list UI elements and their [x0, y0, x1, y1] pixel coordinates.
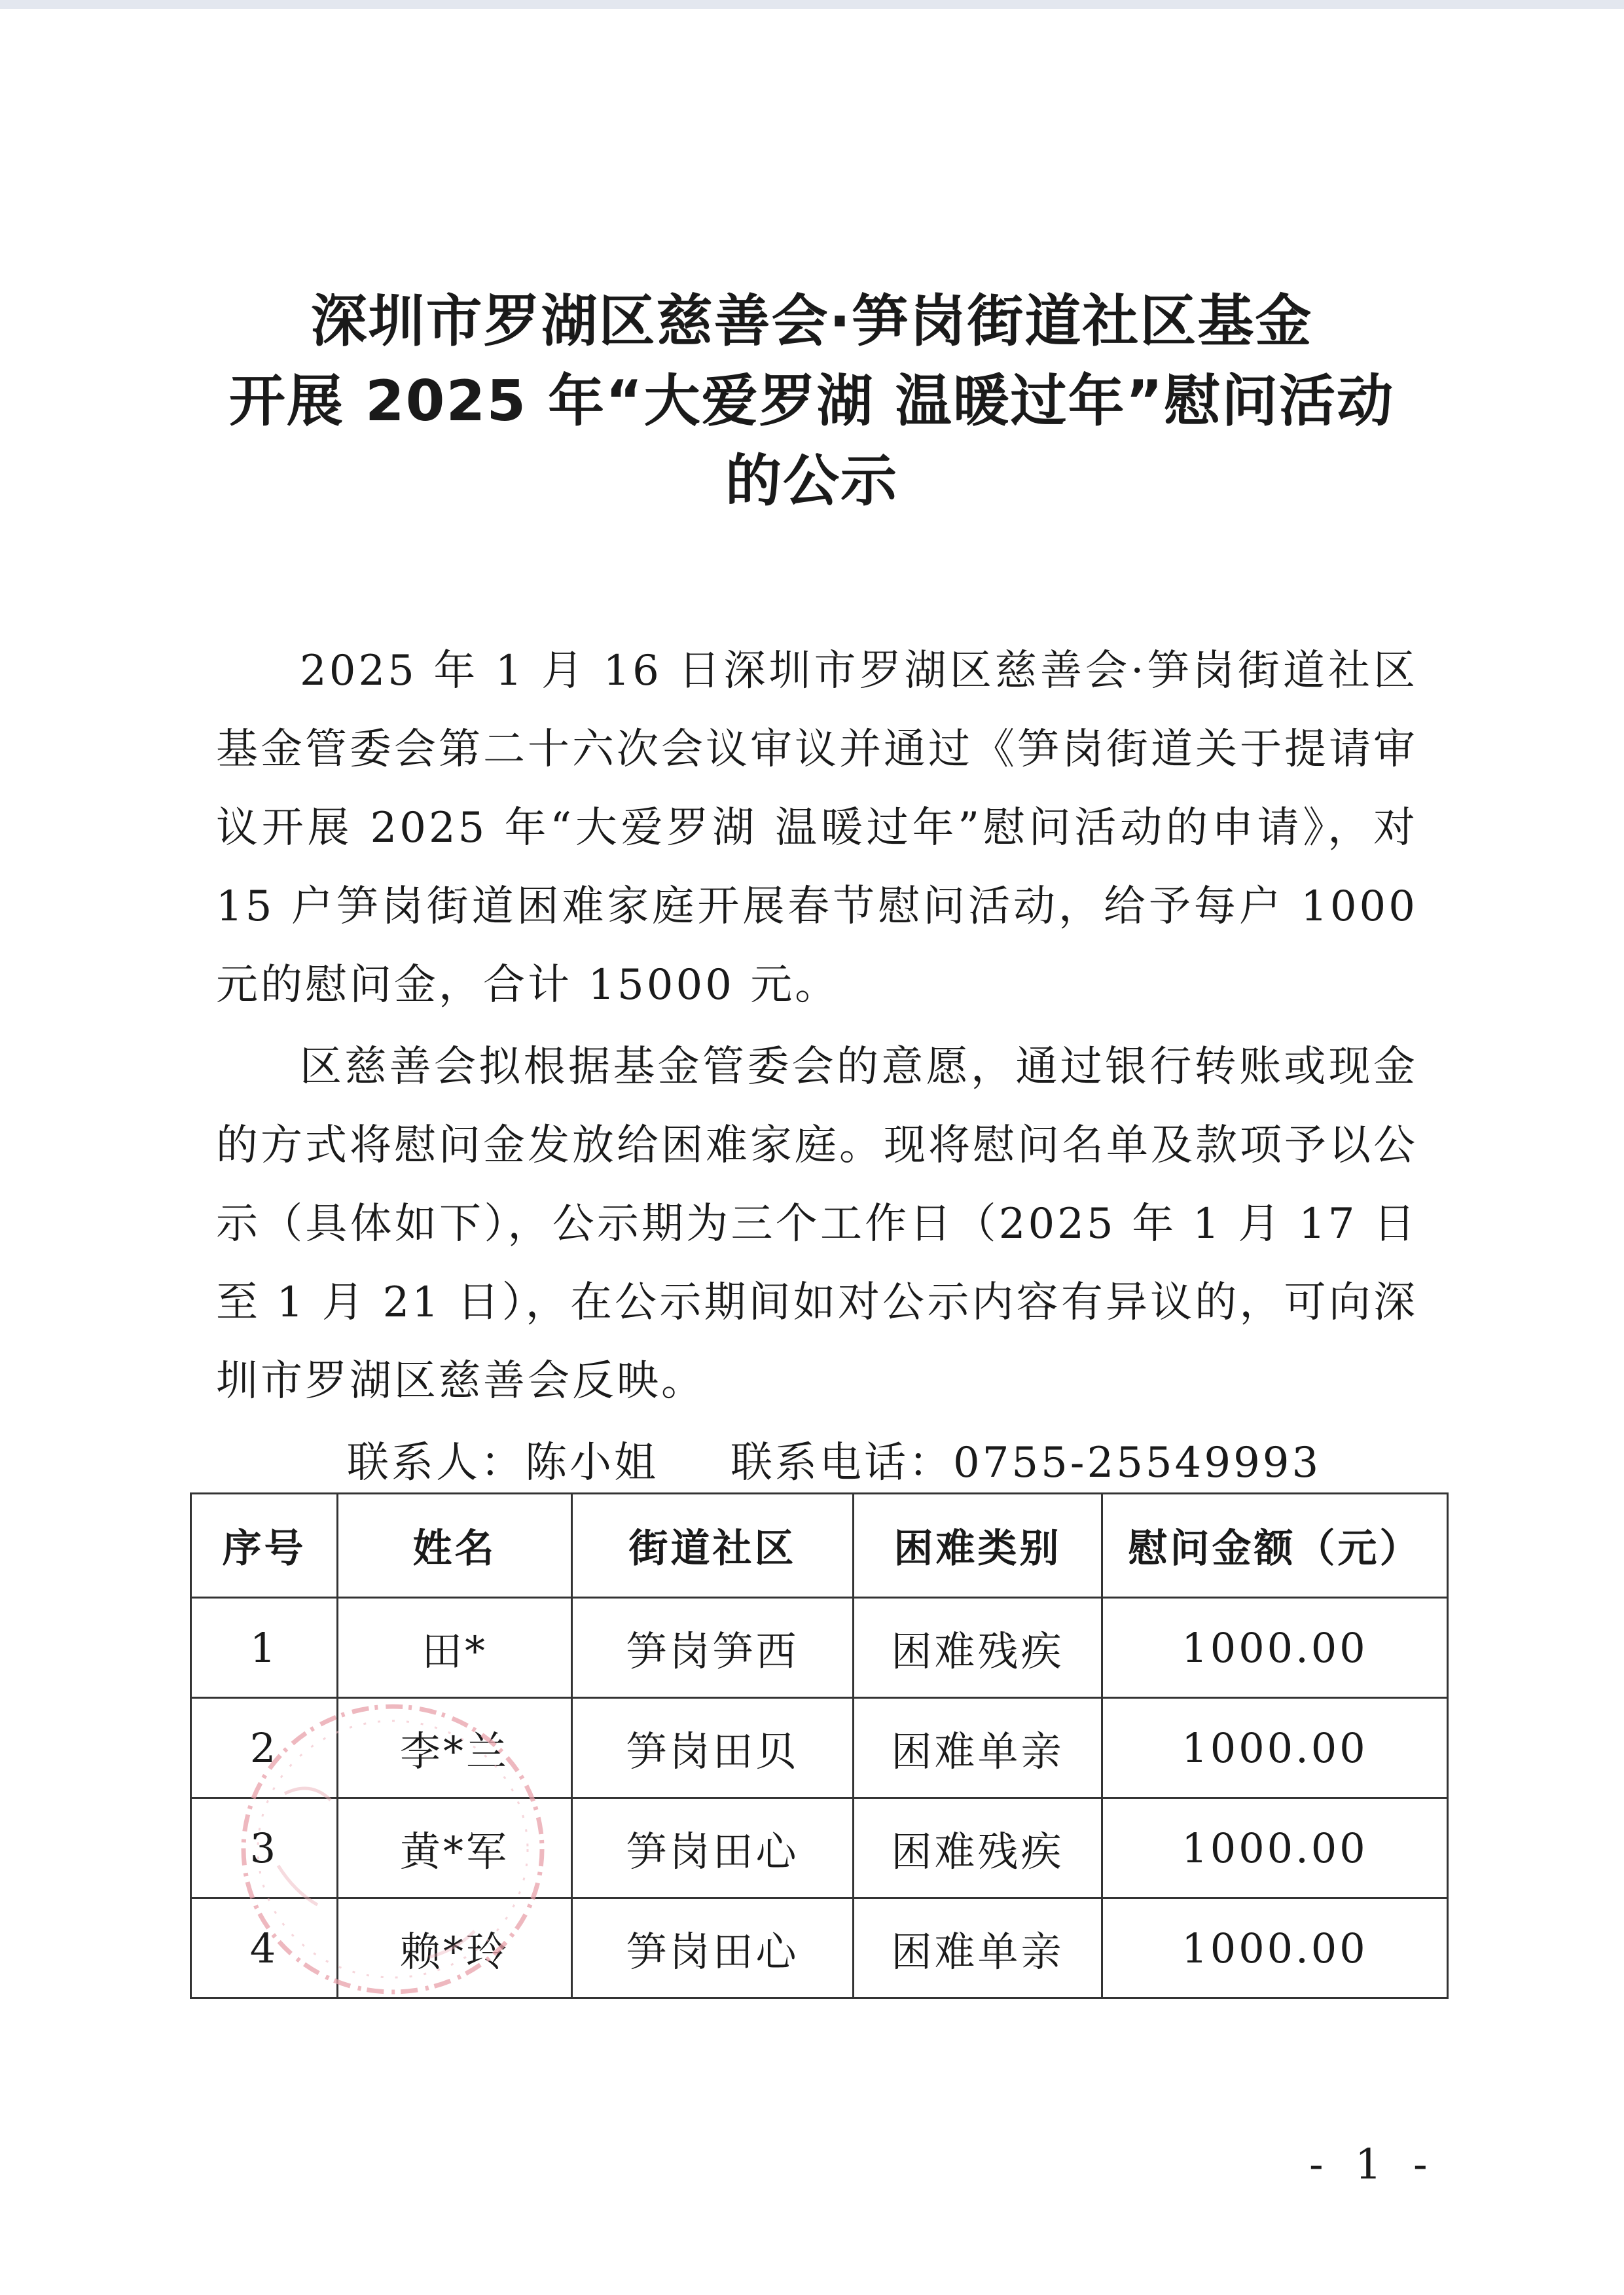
- title-line-2: 开展 2025 年“大爱罗湖 温暖过年”慰问活动: [228, 369, 1395, 434]
- cell-category: 困难残疾: [854, 1798, 1102, 1898]
- header-name: 姓名: [338, 1494, 572, 1598]
- header-community: 街道社区: [572, 1494, 854, 1598]
- table-row: [191, 1798, 1448, 1898]
- header-index: 序号: [191, 1494, 338, 1598]
- title-line-3: 的公示: [725, 448, 898, 514]
- cell-name: 赖*玲: [338, 1898, 572, 1998]
- cell-amount: 1000.00: [1102, 1798, 1448, 1898]
- relief-list-table: [190, 1492, 1449, 1999]
- cell-community: 笋岗田心: [572, 1898, 854, 1998]
- cell-index: 3: [191, 1798, 338, 1898]
- paragraph-meeting-approval: 2025 年 1 月 16 日深圳市罗湖区慈善会·笋岗街道社区基金管委会第二十六次会议审议并通过《笋岗街道关于提请审议开展 2025 年“大爱罗湖 温暖过年”慰问活动的申请》，对 15 户笋岗街道困难家庭开展春节慰问活动，给予每户 1000 元的慰问金，合计 15000 元。: [216, 647, 1418, 1009]
- cell-amount: 1000.00: [1102, 1598, 1448, 1698]
- cell-community: 笋岗田贝: [572, 1698, 854, 1798]
- scan-edge: [0, 0, 1624, 9]
- table-header-row: [191, 1494, 1448, 1598]
- cell-amount: 1000.00: [1102, 1898, 1448, 1998]
- document-title: [131, 281, 1492, 521]
- page-number: - 1 -: [1309, 2141, 1437, 2189]
- cell-name: 田*: [338, 1598, 572, 1698]
- table-row: [191, 1898, 1448, 1998]
- paragraph-publicity-notice: 区慈善会拟根据基金管委会的意愿，通过银行转账或现金的方式将慰问金发放给困难家庭。现将慰问名单及款项予以公示（具体如下），公示期为三个工作日（2025 年 1 月 17 日至 1 月 21 日），在公示期间如对公示内容有异议的，可向深圳市罗湖区慈善会反映。: [216, 1043, 1418, 1405]
- table-row: [191, 1598, 1448, 1698]
- cell-amount: 1000.00: [1102, 1698, 1448, 1798]
- cell-community: 笋岗田心: [572, 1798, 854, 1898]
- contact-line: [347, 1424, 1321, 1502]
- header-category: 困难类别: [854, 1494, 1102, 1598]
- contact-person: 联系人：陈小姐: [347, 1439, 659, 1487]
- cell-community: 笋岗笋西: [572, 1598, 854, 1698]
- cell-category: 困难单亲: [854, 1698, 1102, 1798]
- header-amount: 慰问金额（元）: [1102, 1494, 1448, 1598]
- contact-phone: 联系电话：0755-25549993: [731, 1439, 1322, 1487]
- cell-index: 2: [191, 1698, 338, 1798]
- cell-name: 李*兰: [338, 1698, 572, 1798]
- cell-category: 困难单亲: [854, 1898, 1102, 1998]
- cell-index: 4: [191, 1898, 338, 1998]
- title-line-1: 深圳市罗湖区慈善会·笋岗街道社区基金: [310, 289, 1313, 354]
- cell-index: 1: [191, 1598, 338, 1698]
- cell-name: 黄*军: [338, 1798, 572, 1898]
- cell-category: 困难残疾: [854, 1598, 1102, 1698]
- table-row: [191, 1698, 1448, 1798]
